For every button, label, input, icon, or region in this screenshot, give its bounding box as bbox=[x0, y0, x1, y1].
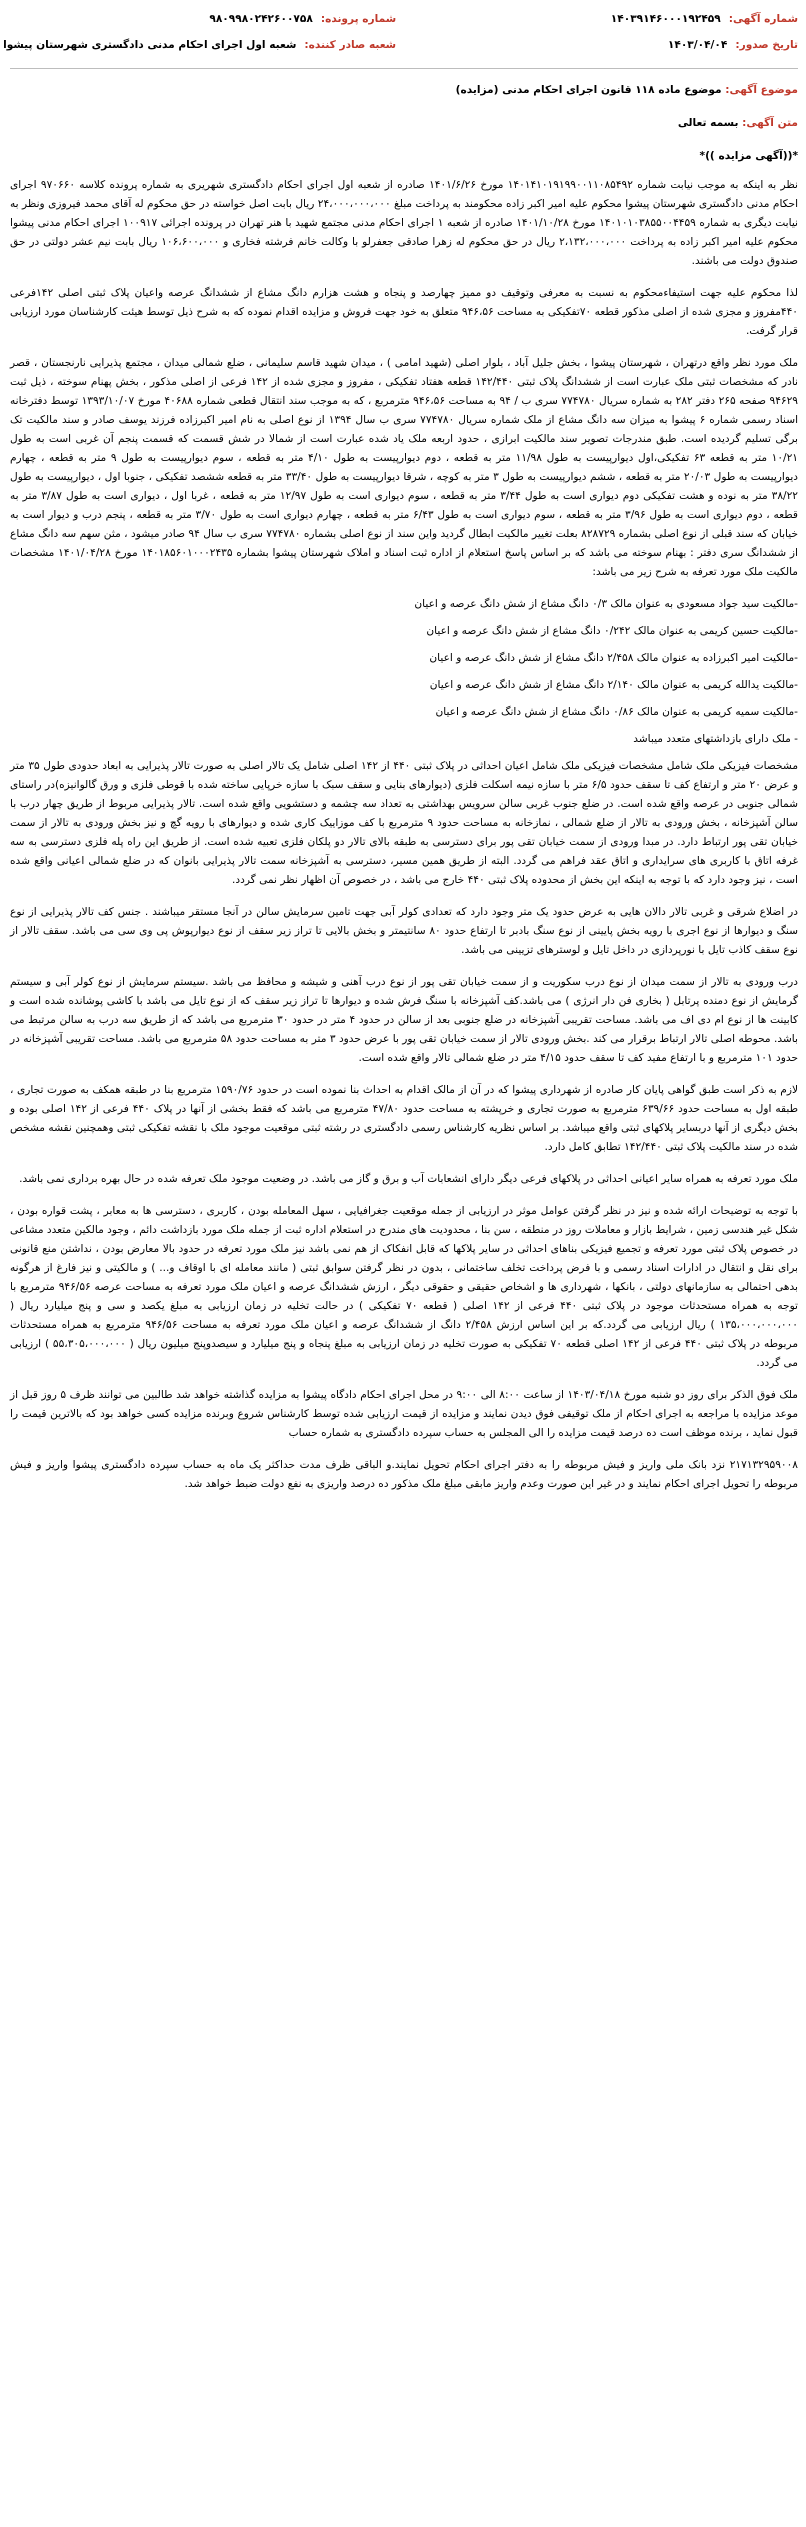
owner-item: -مالکیت امیر اکبرزاده به عنوان مالک ۲/۴۵۸ دانگ مشاع از شش دانگ عرصه و اعیان bbox=[429, 652, 798, 664]
paragraph-3: ملک مورد نظر واقع درتهران ، شهرستان پیشوا ، بخش جلیل آباد ، بلوار اصلی (شهید امامی ) ، میدان شهید قاسم سلیمانی ، ضلع شمالی میدان ، مجتمع پذیرایی نارنجستان ، قصر نادر که مشخصات ثبتی ملک عبارت است از ششدانگ پلاک ثبتی ۱۴۲/۴۴۰ قطعه هفتاد تفکیکی ، مفروز و مجزی شده از ۱۴۲ فرعی از اصلی مذکور ، بخش پهنام سوخته ، ذیل ثبت ۹۴۶۲۹ صفحه ۲۶۵ دفتر ۲۸۲ به شماره سریال ۷۷۴۷۸۰ سری ب / ۹۴ به مساحت ۹۴۶،۵۶ مترمربع ، که به موجب سند انتقال قطعی شماره ۴۰۶۸۸ مورخ ۱۳۹۳/۱۰/۰۷ توسط دفترخانه اسناد رسمی شماره ۶ پیشوا به میزان سه دانگ مشاع از ملک شماره سریال ۷۷۴۷۸۰ سری ب سال ۱۳۹۴ از نوع اصلی به نام امیر اکبرزاده فرزند یوسف صادر و سند مالکیت تک برگی تسلیم گردیده است. طبق مندرجات تصویر سند مالکیت ابرازی ، حدود اربعه ملک یاد شده عبارت است از شمالا در شش قسمت که قسمت پنجم آن غربی است به طول ۱۰/۲۱ متر به قطعه ۶۳ تفکیکی،اول دیوارپیست به طول ۱۱/۹۸ متر به قطعه ، دوم دیوارپیست به طول ۴/۱۰ متر به قطعه ، سوم دیوارپیست به طول ۹ متر به قطعه ، چهارم دیوارپیست به طول ۲۰/۰۳ متر به قطعه ، ششم دیوارپیست به طول ۳ متر به کوچه ، شرقا دیوارپیست به طول ۳۳/۴۰ متر به قطعه ششصد تفکیکی ، جنوبا اول ، دیوارپیست به طول ۳۸/۲۲ متر به نوده و هشت تفکیکی دوم دیواری است به طول ۳/۴۴ متر به قطعه ، سوم دیواری است به طول ۱۲/۹۷ متر به قطعه ، غربا اول ، دیواری است به طول ۳/۸۷ متر به قطعه ، دوم دیواری است به طول ۳/۹۶ متر به قطعه ، سوم دیواری است به طول ۶/۴۳ متر به قطعه ، چهارم دیواری است به طول ۳/۷۰ متر به قطعه ، پنجم درب و دیوار است به خیابان که سند قبلی از نوع اصلی بشماره ۸۲۸۷۲۹ بعلت تغییر مالکیت ابطال گردید واین سند از نوع اصلی بشماره ۷۷۴۷۸۰ سری ب سال ۹۴ صادر میشود ، مثن سهم سه دانگ مشاع از ششدانگ سری دفتر : بهنام سوخته می باشد که بر اساس پاسخ استعلام از اداره ثبت اسناد و املاک شهرستان پیشوا بشماره ۱۴۰۱۸۵۶۰۱۰۰۰۲۴۳۵ مورخ ۱۴۰۱/۰۴/۲۸ مشخصات مالکیت ملک مورد تعرفه به شرح زیر می باشد: bbox=[10, 357, 799, 578]
paragraph-6: درب ورودی به تالار از سمت میدان از نوع درب سکوریت و از سمت خیابان تقی پور از نوع درب آهنی و شیشه و محافظ می باشد .سیستم سرمایش از نوع کولر آبی و سیستم گرمایش از نوع دمنده پرتابل ( بخاری فن دار انرژی ) می باشد.کف آشپزخانه با سنگ فرش شده و دیوارها تا تراز زیر سقف که از نوع تایل می باشد با کاشی پوشانده شده است و کابینت ها از نوع ام دی اف می باشد. مساحت تقریبی آشپزخانه در ضلع جنوبی بعد از سالن در حدود ۴ متر در حدود ۳۰ مترمربع می باشد که از طریق سه درب به سالن مرتبط می باشد. محوطه اصلی تالار ارتباط برقرار می کند .بخش ورودی تالار از سمت خیابان تقی پور با عرض حدود ۳ متر به مساحت حدود ۵۸ مترمربع می باشد. مساحت تقریبی آشپزخانه در حدود ۱۰۱ مترمربع و با ارتفاع مفید کف تا سقف حدود ۴/۱۵ متر در ضلع شمالی تالار واقع شده است. bbox=[10, 976, 798, 1064]
issue-date-row bbox=[412, 32, 798, 58]
notice-subject bbox=[10, 81, 798, 100]
paragraph-1: نظر به اینکه به موجب نیابت شماره ۱۴۰۱۴۱۰۱۹۱۹۹۰۰۱۱۰۸۵۴۹۲ مورخ ۱۴۰۱/۶/۲۶ صادره از شعبه اول اجرای احکام دادگستری شهریری به شماره پرونده کلاسه ۹۷۰۶۶۰ اجرای احکام مدنی دادگستری شهرستان پیشوا محکوم علیه امیر اکبر زاده محکومند به پرداخت مبلغ ۲۴،۰۰۰،۰۰۰،۰۰۰ ریال بابت اصل خواسته در حق محکوم له آقای محمد فیروزی ونظر به نیابت دیگری به شماره ۱۴۰۱۰۱۰۳۸۵۵۰۰۴۴۵۹ مورخ ۱۴۰۱/۱۰/۲۸ صادره از شعبه ۱ اجرای احکام مدنی مجتمع شهید با هنر تهران در پرونده اجرائی ۱۰۰۹۱۷ اجرای احکام مدنی پیشوا محکوم علیه امیر اکبر زاده به پرداخت ۲،۱۳۲،۰۰۰،۰۰۰ ریال در حق محکوم له زهرا صادقی جعفرلو با وکالت خانم فرشته فخاری و ۱۰۶،۶۰۰،۰۰۰ ریال بابت نیم عشر دولتی در حق صندوق دولت می باشند. bbox=[10, 179, 799, 267]
paragraph-10: ملک فوق الذکر برای روز دو شنبه مورخ ۱۴۰۳/۰۴/۱۸ از ساعت ۸:۰۰ الی ۹:۰۰ در محل اجرای احکام دادگاه پیشوا به مزایده گذاشته خواهد شد طالبین می توانند ظرف ۵ روز قبل از موعد مزایده با مراجعه به اجرای احکام از ملک توقیفی فوق دیدن نمایند و مزایده از قیمت ارزیابی شده توسط کارشناس شروع وبرنده مزایده کسی خواهد بود که بالاترین قیمت را قبول نماید ، برنده موظف است ده درصد قیمت مزایده را الی المجلس به حساب سپرده دادگستری به شماره حساب bbox=[10, 1389, 798, 1439]
case-number-value: ۹۸۰۹۹۸۰۲۴۲۶۰۰۷۵۸ bbox=[209, 12, 313, 25]
owner-item: -مالکیت یدالله کریمی به عنوان مالک ۲/۱۴۰ دانگ مشاع از شش دانگ عرصه و اعیان bbox=[429, 679, 798, 691]
opening-phrase: بسمه تعالی bbox=[677, 117, 739, 129]
issuer-label: شعبه صادر کننده: bbox=[304, 38, 397, 51]
owner-item: - ملک دارای بازداشتهای متعدد میباشد bbox=[633, 733, 798, 745]
paragraph-7: لازم به ذکر است طبق گواهی پایان کار صادره از شهرداری پیشوا که در آن از مالک اقدام به احداث بنا نموده است در حدود ۱۵۹۰/۷۶ مترمربع بنا در طبقه همکف به صورت تجاری ، طبقه اول به مساحت حدود ۶۳۹/۶۶ مترمربع به صورت تجاری و خرپشته به مساحت حدود ۴۷/۸۰ مترمربع می باشد که فقط بخشی از آنها در پلاک ۴۴۰ فرعی از ۱۴۲ اصلی بوده و بخش دیگری از آنها دربسایر پلاکهای ثبتی واقع میباشد. بر اساس نظریه کارشناس رسمی دادگستری در رشته ثبتی موقعیت موجود ملک با نقشه تفکیکی ثبتی وهمچنین نقشه مشخص شده در سند مالکیت پلاک ثبتی ۱۴۲/۴۴۰ تطابق کامل دارد. bbox=[10, 1084, 799, 1153]
paragraph-2: لذا محکوم علیه جهت استیفاءمحکوم به نسبت به معرفی وتوقیف دو ممیز چهارصد و پنجاه و هشت هزارم دانگ مشاع از ششدانگ عرصه واعیان پلاک ثبتی اصلی ۱۴۲فرعی ۴۴۰مفروز و مجزی شده از اصلی مذکور قطعه ۷۰تفکیکی به مساحت ۹۴۶،۵۶ متعلق به خود جهت فروش و مزایده اقدام نموده که به شرح ذیل توسط هیئت کارشناسان مورد ارزیابی قرار گرفت. bbox=[10, 287, 798, 337]
header-divider bbox=[10, 68, 798, 69]
case-number-row bbox=[10, 6, 396, 32]
paragraph-5: در اضلاع شرقی و غربی تالار دالان هایی به عرض حدود یک متر وجود دارد که تعدادی کولر آبی جهت تامین سرمایش سالن در آنجا مستقر میباشند . جنس کف تالار پذیرایی از نوع سنگ و دیوارها از نوع اجری با رویه بخش پایینی از نوع سنگ بادبر تا ارتفاع حدود ۸۰ سانتیمتر و بخش بالایی تا تراز زیر سقف از نوع دیوارپوش پی وی سی می باشد. سقف تالار از نوع سقف کاذب تایل با نورپردازی در داخل تایل و لوسترهای تزیینی می باشد. bbox=[10, 906, 798, 956]
header-left bbox=[3, 6, 397, 58]
notice-number-row bbox=[412, 6, 798, 32]
notice-number-label: شماره آگهی: bbox=[728, 12, 798, 25]
issuer-row bbox=[3, 32, 397, 58]
notice-header bbox=[3, 6, 798, 58]
header-right bbox=[412, 6, 798, 58]
paragraph-9: با توجه به توضیحات ارائه شده و نیز در نظر گرفتن عوامل موثر در ارزیابی از جمله موقعیت جغرافیایی ، سهل المعامله بودن ، کاربری ، دسترسی ها به معابر ، پشت قواره بودن ، شکل غیر هندسی زمین ، شرایط بازار و معاملات روز در منطقه ، سن بنا ، محدودیت های مندرج در استعلام اداره ثبت از جمله ملک مورد بازداشت دائم ، وجود مالکین متعدد مشاعی در خصوص پلاک ثبتی مورد تعرفه و تجمیع فیزیکی بناهای احداثی در سایر پلاکها که قابل انفکاک از هم نمی باشد نیز ملک مورد تعرفه در حدود بالا معارض بودن ، نداشتن منع قانونی برای نقل و انتقال در ادارات اسناد رسمی و با فرض پرداخت تخلف ساختمانی ، بدون در نظر گرفتن سوابق ثبتی ( مانند معامله ای با اوقاف و... ) و مالکیتی و نیز فارغ از هرگونه بدهی احتمالی به سازمانهای دولتی ، بانکها ، شهرداری ها و اشخاص حقیقی و حقوقی دیگر ، ارزش ششدانگ عرصه و اعیان ملک مورد تعرفه به مساحت عرصه ۹۴۶/۵۶ مترمربع با توجه به همراه مستحدثات موجود در پلاک ثبتی ۴۴۰ فرعی از ۱۴۲ اصلی ( قطعه ۷۰ تفکیکی ) در حالت تخلیه در زمان ارزیابی به مبلغ یکصد و سی و پنج میلیارد ریال ( ۱۳۵،۰۰۰،۰۰۰،۰۰۰ ) ریال ارزیابی می گردد.که بر این اساس ارزش ۲/۴۵۸ دانگ از ششدانگ عرصه و اعیان ملک مورد تعرفه به مساحت ۹۴۶/۵۶ مترمربع به همراه مستحدثات مربوطه در پلاک ثبتی ۴۴۰ فرعی از ۱۴۲ اصلی قطعه ۷۰ تفکیکی به صورت تخلیه در زمان ارزیابی به مبلغ پنجاه و پنج میلیارد و سیصدوپنج میلیون ریال ( ۵۵،۳۰۵،۰۰۰،۰۰۰ ) ارزیابی می گردد. bbox=[10, 1205, 799, 1369]
paragraph-11: ۲۱۷۱۳۲۹۵۹۰۰۸ نزد بانک ملی واریز و فیش مربوطه را به دفتر اجرای احکام تحویل نمایند.و الباقی ظرف مدت حداکثر یک ماه به حساب سپرده دادگستری پیشوا واریز و فیش مربوطه را تحویل اجرای احکام نمایند و در غیر این صورت وعدم واریز مابقی مبلغ ملک مذکور ده درصد واریزی به نفع دولت ضبط خواهد شد. bbox=[10, 1459, 798, 1490]
owner-item: -مالکیت حسین کریمی به عنوان مالک ۰/۲۴۲ دانگ مشاع از شش دانگ عرصه و اعیان bbox=[426, 625, 798, 637]
paragraph-4: مشخصات فیزیکی ملک شامل مشخصات فیزیکی ملک شامل اعیان احداثی در پلاک ثبتی ۴۴۰ از ۱۴۲ اصلی شامل یک تالار اصلی به صورت تالار پذیرایی به ابعاد حدودی طول ۳۵ متر و عرض ۲۰ متر و ارتفاع کف تا سقف حدود ۶/۵ متر با سازه نیمه اسکلت فلزی (دیوارهای بنایی و سقف سبک با سازه خرپایی ساخته شده با قوطی فلزی و ورق گالوانیزه)در راستای شمالی جنوبی در عرصه واقع شده است. در ضلع جنوب غربی سالن سرویس بهداشتی به تعداد سه چشمه و دستشویی واقع شده است. تالار پذیرایی مربوط از طریق چهار درب با سالن آشپزخانه ، بخش ورودی به تالار از ضلع شمالی ، نمازخانه به مساحت حدود ۹ مترمربع با کف موزاییک کاری شده و دیوارهای با رویه گچ و نیز بخش ورودی به تالار از سمت خیابان تقی پور ارتباط دارد. در مبدا ورودی از سمت خیابان تقی پور برای دسترسی به طبقه بالای تالار دو پلکان فلزی تعبیه شده است. از طریق این راه پله فلزی دسترسی به سه غرفه اتاق با کاربری های سرایداری و اتاق عقد فراهم می گردد. البته از طریق همین مسیر، دسترسی به آشپزخانه سمت تالار پذیرایی بانوان که در ضلع شمالی اعیانی واقع شده است ، نیز وجود دارد که با توجه به اینکه این بخش از محدوده پلاک ثبتی ۴۴۰ خارج می باشد ، در خصوص آن اظهار نظر نمی گردد. bbox=[10, 760, 799, 886]
issuer-value: شعبه اول اجرای احکام مدنی دادگستری شهرستان پیشوا bbox=[3, 38, 297, 51]
issue-date-value: ۱۴۰۳/۰۴/۰۴ bbox=[667, 38, 728, 51]
owners-list bbox=[10, 595, 798, 749]
issue-date-label: تاریخ صدور: bbox=[735, 38, 798, 51]
owner-item: -مالکیت سمیه کریمی به عنوان مالک ۰/۸۶ دانگ مشاع از شش دانگ عرصه و اعیان bbox=[435, 706, 798, 718]
notice-subject-label: موضوع آگهی: bbox=[725, 84, 798, 96]
paragraph-8: ملک مورد تعرفه به همراه سایر اعیانی احداثی در پلاکهای فرعی دیگر دارای انشعابات آب و برق و گاز می باشد. در وضعیت موجود ملک تعرفه شده در حال بهره برداری نمی باشد. bbox=[19, 1173, 798, 1185]
notice-number-value: ۱۴۰۳۹۱۴۶۰۰۰۱۹۲۴۵۹ bbox=[610, 12, 721, 25]
notice-subject-value: موضوع ماده ۱۱۸ قانون اجرای احکام مدنی (مزایده) bbox=[455, 84, 722, 96]
owner-item: -مالکیت سید جواد مسعودی به عنوان مالک ۰/۳ دانگ مشاع از شش دانگ عرصه و اعیان bbox=[414, 598, 798, 610]
auction-notice-title: *((آگهی مزایده ))* bbox=[699, 150, 798, 162]
case-number-label: شماره پرونده: bbox=[320, 12, 397, 25]
notice-text-label: متن آگهی: bbox=[742, 117, 798, 129]
notice-text-heading bbox=[10, 114, 798, 133]
